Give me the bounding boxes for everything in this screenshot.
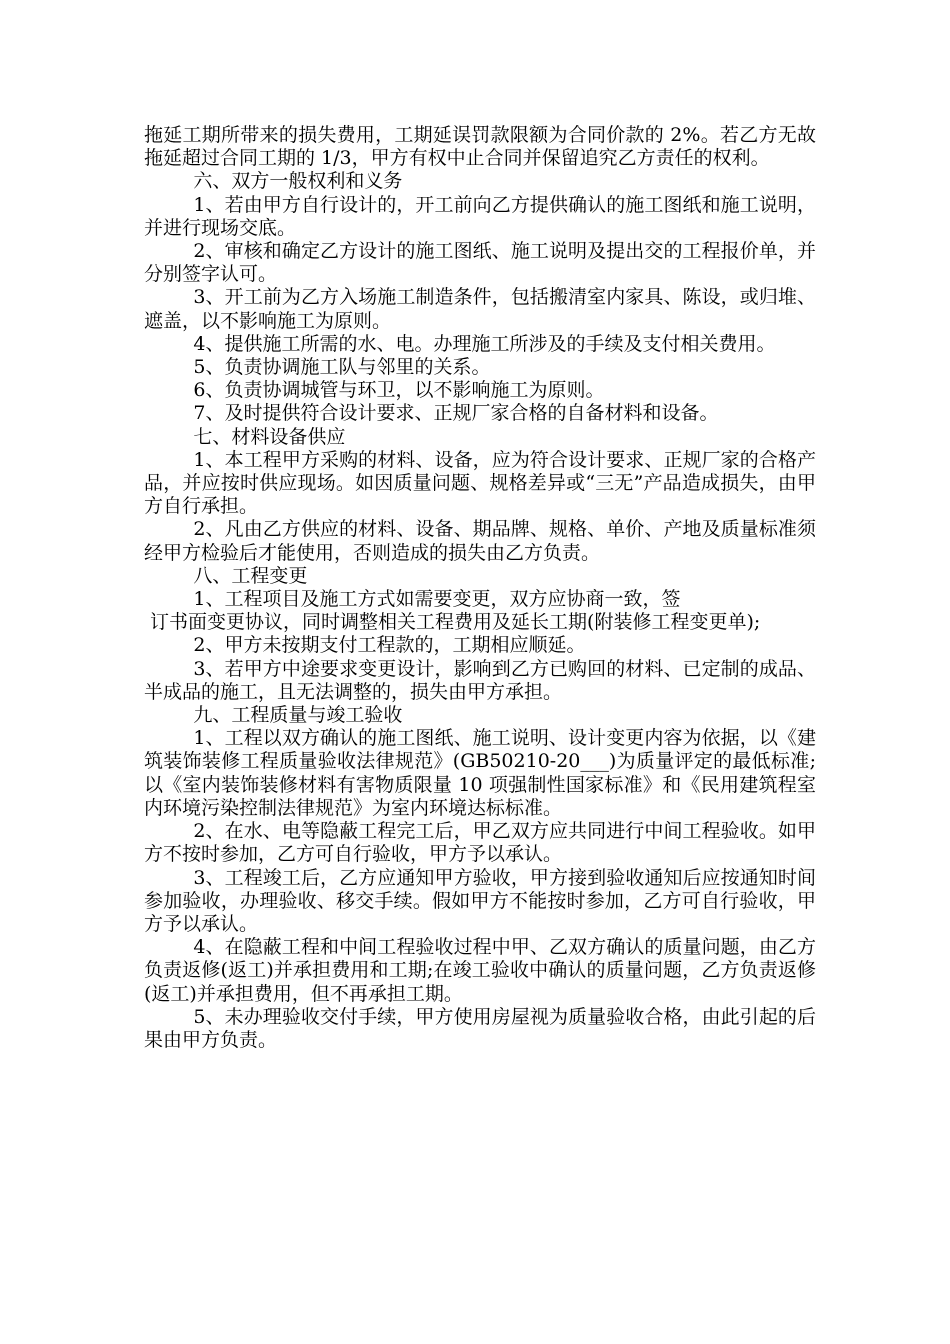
paragraph: 6、负责协调城管与环卫，以不影响施工为原则。 (193, 379, 605, 402)
paragraph-continuation: 订书面变更协议，同时调整相关工程费用及延长工期(附装修工程变更单); (144, 611, 761, 634)
section-heading: 八、工程变更 (193, 564, 308, 587)
section-heading: 六、双方一般权利和义务 (193, 170, 403, 193)
paragraph: 3、工程竣工后，乙方应通知甲方验收，甲方接到验收通知后应按通知时间参加验收，办理验收、移交手续。假如甲方不能按时参加，乙方可自行验收，甲方予以承认。 (144, 866, 816, 935)
paragraph: 5、负责协调施工队与邻里的关系。 (193, 356, 491, 379)
paragraph: 1、若由甲方自行设计的，开工前向乙方提供确认的施工图纸和施工说明，并进行现场交底。 (144, 193, 816, 239)
section-heading: 九、工程质量与竣工验收 (193, 704, 403, 727)
paragraph: 7、及时提供符合设计要求、正规厂家合格的自备材料和设备。 (193, 402, 719, 425)
paragraph: 1、工程项目及施工方式如需要变更，双方应协商一致，签 (193, 588, 681, 611)
paragraph: 1、工程以双方确认的施工图纸、施工说明、设计变更内容为依据，以《建筑装饰装修工程质量验收法律规范》(GB50210-20___)为质量评定的最低标准;以《室内装饰装修材料有害物质限量 10 项强制性国家标准》和《民用建筑程室内环境污染控制法律规范》为室内环境达标标准。 (144, 727, 816, 819)
paragraph: 4、在隐蔽工程和中间工程验收过程中甲、乙双方确认的质量问题，由乙方负责返修(返工)并承担费用和工期;在竣工验收中确认的质量问题，乙方负责返修(返工)并承担费用，但不再承担工期。 (144, 936, 816, 1005)
paragraph: 2、凡由乙方供应的材料、设备、期品牌、规格、单价、产地及质量标准须经甲方检验后才能使用，否则造成的损失由乙方负责。 (144, 518, 816, 564)
paragraph: 2、在水、电等隐蔽工程完工后，甲乙双方应共同进行中间工程验收。如甲方不按时参加，乙方可自行验收，甲方予以承认。 (144, 820, 816, 866)
section-heading: 七、材料设备供应 (193, 425, 346, 448)
document-page (144, 124, 816, 1052)
paragraph: 拖延工期所带来的损失费用，工期延误罚款限额为合同价款的 2%。若乙方无故拖延超过合同工期的 1/3，甲方有权中止合同并保留追究乙方责任的权利。 (144, 124, 816, 170)
paragraph: 5、未办理验收交付手续，甲方使用房屋视为质量验收合格，由此引起的后果由甲方负责。 (144, 1005, 816, 1051)
paragraph: 4、提供施工所需的水、电。办理施工所涉及的手续及支付相关费用。 (193, 332, 776, 355)
paragraph: 2、审核和确定乙方设计的施工图纸、施工说明及提出交的工程报价单，并分别签字认可。 (144, 240, 816, 286)
paragraph: 3、开工前为乙方入场施工制造条件，包括搬清室内家具、陈设，或归堆、遮盖，以不影响施工为原则。 (144, 286, 816, 332)
paragraph: 2、甲方未按期支付工程款的，工期相应顺延。 (193, 634, 586, 657)
paragraph: 3、若甲方中途要求变更设计，影响到乙方已购回的材料、已定制的成品、半成品的施工，且无法调整的，损失由甲方承担。 (144, 657, 816, 703)
paragraph: 1、本工程甲方采购的材料、设备，应为符合设计要求、正规厂家的合格产品，并应按时供应现场。如因质量问题、规格差异或“三无”产品造成损失，由甲方自行承担。 (144, 448, 816, 518)
